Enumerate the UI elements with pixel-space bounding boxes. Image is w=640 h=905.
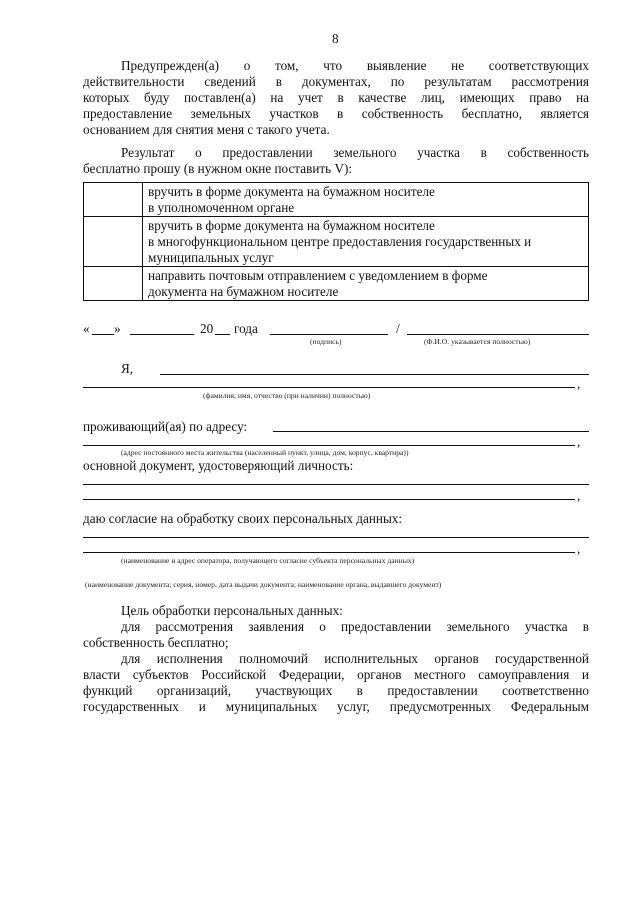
main-doc-comma: , <box>577 488 581 503</box>
result-line-1: Результат о предоставлении земельного участка в собственность <box>121 145 589 160</box>
name-field-2[interactable] <box>83 387 575 388</box>
purpose-line-1: для рассмотрения заявления о предоставлении земельного участка в <box>121 619 589 634</box>
option-checkbox[interactable] <box>84 267 143 301</box>
purpose-line-3: для исполнения полномочий исполнительных органов государственной <box>121 651 589 666</box>
purpose-line-4: власти субъектов Российской Федерации, органов местного самоуправления и <box>83 667 589 682</box>
operator-comma: , <box>577 541 581 556</box>
option-row <box>84 267 589 301</box>
operator-field-2[interactable] <box>83 552 575 553</box>
address-field-2[interactable] <box>83 445 575 446</box>
result-line-2: бесплатно прошу (в нужном окне поставить V): <box>83 161 353 176</box>
purpose-line-6: государственных и муниципальных услуг, предусмотренных Федеральным <box>83 699 589 714</box>
warning-line-3: которых буду поставлен(а) на учет в качестве лиц, имеющих право на <box>83 90 589 105</box>
main-doc-field-2[interactable] <box>83 499 575 500</box>
option-checkbox[interactable] <box>84 183 143 217</box>
date-month-field[interactable] <box>130 334 194 335</box>
delivery-options-table <box>83 182 589 301</box>
option-checkbox[interactable] <box>84 217 143 267</box>
main-doc-field-1[interactable] <box>83 484 589 485</box>
fio-field[interactable] <box>407 334 589 335</box>
name-caption: (фамилия, имя, отчество (при наличии) полностью) <box>203 391 371 400</box>
signature-field[interactable] <box>270 334 388 335</box>
option-text <box>143 267 589 301</box>
purpose-title: Цель обработки персональных данных: <box>121 603 343 618</box>
ya-label: Я, <box>121 361 134 376</box>
date-year-field[interactable] <box>215 334 230 335</box>
option-text <box>143 217 589 267</box>
fio-caption: (Ф.И.О. указывается полностью) <box>424 337 531 346</box>
option-line: в многофункциональном центре предоставления государственных и <box>148 234 532 249</box>
date-day-field[interactable] <box>92 334 114 335</box>
main-doc-label: основной документ, удостоверяющий личность: <box>83 458 354 473</box>
option-line: муниципальных услуг <box>148 250 274 265</box>
warning-line-5: основанием для снятия меня с такого учета. <box>83 122 330 137</box>
slash-separator: / <box>396 321 400 336</box>
name-field-1[interactable] <box>160 374 589 375</box>
address-caption: (адрес постоянного места жительства (населенный пункт, улица, дом, корпус, квартира)) <box>121 448 409 457</box>
option-line: вручить в форме документа на бумажном носителе <box>148 184 435 199</box>
date-quote-close: » <box>114 321 121 336</box>
option-line: в уполномоченном органе <box>148 200 295 215</box>
option-line: направить почтовым отправлением с уведомлением в форме <box>148 268 488 283</box>
operator-caption: (наименование и адрес оператора, получающего согласие субъекта персональных данных) <box>121 556 415 565</box>
date-quote-open: « <box>83 321 90 336</box>
page-number: 8 <box>332 31 339 46</box>
residing-label: проживающий(ая) по адресу: <box>83 419 248 434</box>
warning-line-4: предоставление земельных участков в собственность бесплатно, является <box>83 106 589 121</box>
purpose-line-5: функций организаций, участвующих в предоставлении соответственно <box>83 683 589 698</box>
option-row <box>84 183 589 217</box>
option-line: вручить в форме документа на бумажном носителе <box>148 218 435 233</box>
consent-label: даю согласие на обработку своих персональных данных: <box>83 511 403 526</box>
date-year-suffix: года <box>234 321 258 336</box>
option-line: документа на бумажном носителе <box>148 284 339 299</box>
address-field-1[interactable] <box>273 431 589 432</box>
warning-line-2: действительности сведений в документах, по результатам рассмотрения <box>83 74 589 89</box>
purpose-line-2: собственность бесплатно; <box>83 635 229 650</box>
warning-line-1: Предупрежден(а) о том, что выявление не соответствующих <box>121 58 589 73</box>
operator-field-1[interactable] <box>83 537 589 538</box>
option-text <box>143 183 589 217</box>
address-comma: , <box>577 434 581 449</box>
option-row <box>84 217 589 267</box>
date-year-prefix: 20 <box>200 321 214 336</box>
name-comma: , <box>577 376 581 391</box>
signature-caption: (подпись) <box>310 337 342 346</box>
document-caption: (наименование документа; серия, номер, дата выдачи документа; наименование органа, выдавшего документ) <box>85 580 442 589</box>
